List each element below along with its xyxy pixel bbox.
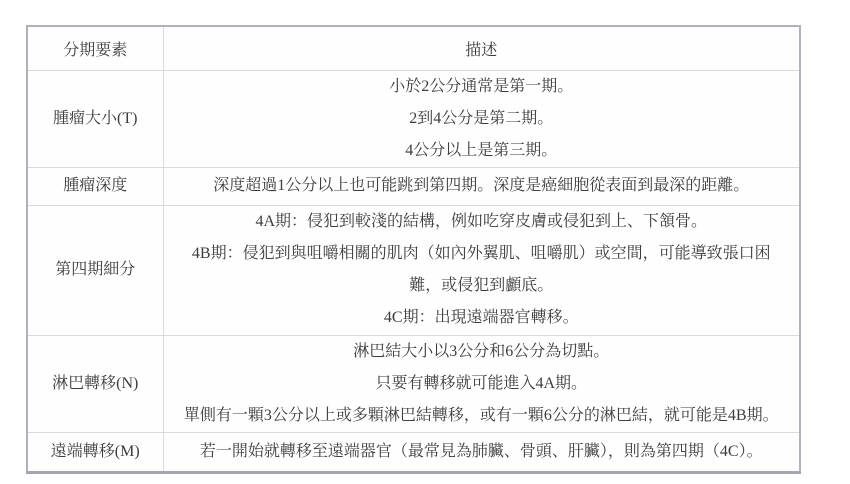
description-line: 若一開始就轉移至遠端器官（最常見為肺臟、骨頭、肝臟），則為第四期（4C）。 <box>199 442 763 460</box>
table-row-stage4-subdivision <box>27 205 800 335</box>
factor-label-stage4-subdivision: 第四期細分 <box>27 205 163 335</box>
description-line: 深度超過1公分以上也可能跳到第四期。深度是癌細胞從表面到最深的距離。 <box>213 177 750 194</box>
description-line: 單側有一顆3公分以上或多顆淋巴結轉移，或有一顆6公分的淋巴結，就可能是4B期。 <box>183 406 779 424</box>
header-cell-factor: 分期要素 <box>27 26 163 70</box>
description-cell-stage4-subdivision <box>163 205 800 335</box>
description-line: 4公分以上是第三期。 <box>405 141 558 159</box>
description-line: 4B期：侵犯到與咀嚼相關的肌肉（如內外翼肌、咀嚼肌）或空間，可能導致張口困難，或侵犯到顱底。 <box>191 245 771 294</box>
factor-label-tumor-depth: 腫瘤深度 <box>27 167 163 205</box>
description-cell-tumor-size <box>163 70 800 167</box>
description-cell-tumor-depth <box>163 167 800 205</box>
staging-table <box>26 25 801 474</box>
description-line: 2到4公分是第二期。 <box>409 109 554 127</box>
description-cell-lymph-metastasis <box>163 335 800 432</box>
factor-label-tumor-size: 腫瘤大小(T) <box>27 70 163 167</box>
table-header-row <box>27 26 800 70</box>
description-line: 4C期：出現遠端器官轉移。 <box>383 309 579 326</box>
description-line: 只要有轉移就可能進入4A期。 <box>375 374 588 392</box>
table-row-lymph-metastasis <box>27 335 800 432</box>
description-line: 淋巴結大小以3公分和6公分為切點。 <box>353 342 610 360</box>
table-row-tumor-size <box>27 70 800 167</box>
factor-label-distant-metastasis: 遠端轉移(M) <box>27 432 163 472</box>
description-line: 小於2公分通常是第一期。 <box>389 77 574 95</box>
factor-label-lymph-metastasis: 淋巴轉移(N) <box>27 335 163 432</box>
table-row-tumor-depth <box>27 167 800 205</box>
description-cell-distant-metastasis <box>163 432 800 472</box>
table-row-distant-metastasis <box>27 432 800 472</box>
header-cell-description: 描述 <box>163 26 800 70</box>
description-line: 4A期：侵犯到較淺的結構，例如吃穿皮膚或侵犯到上、下頷骨。 <box>255 213 708 230</box>
